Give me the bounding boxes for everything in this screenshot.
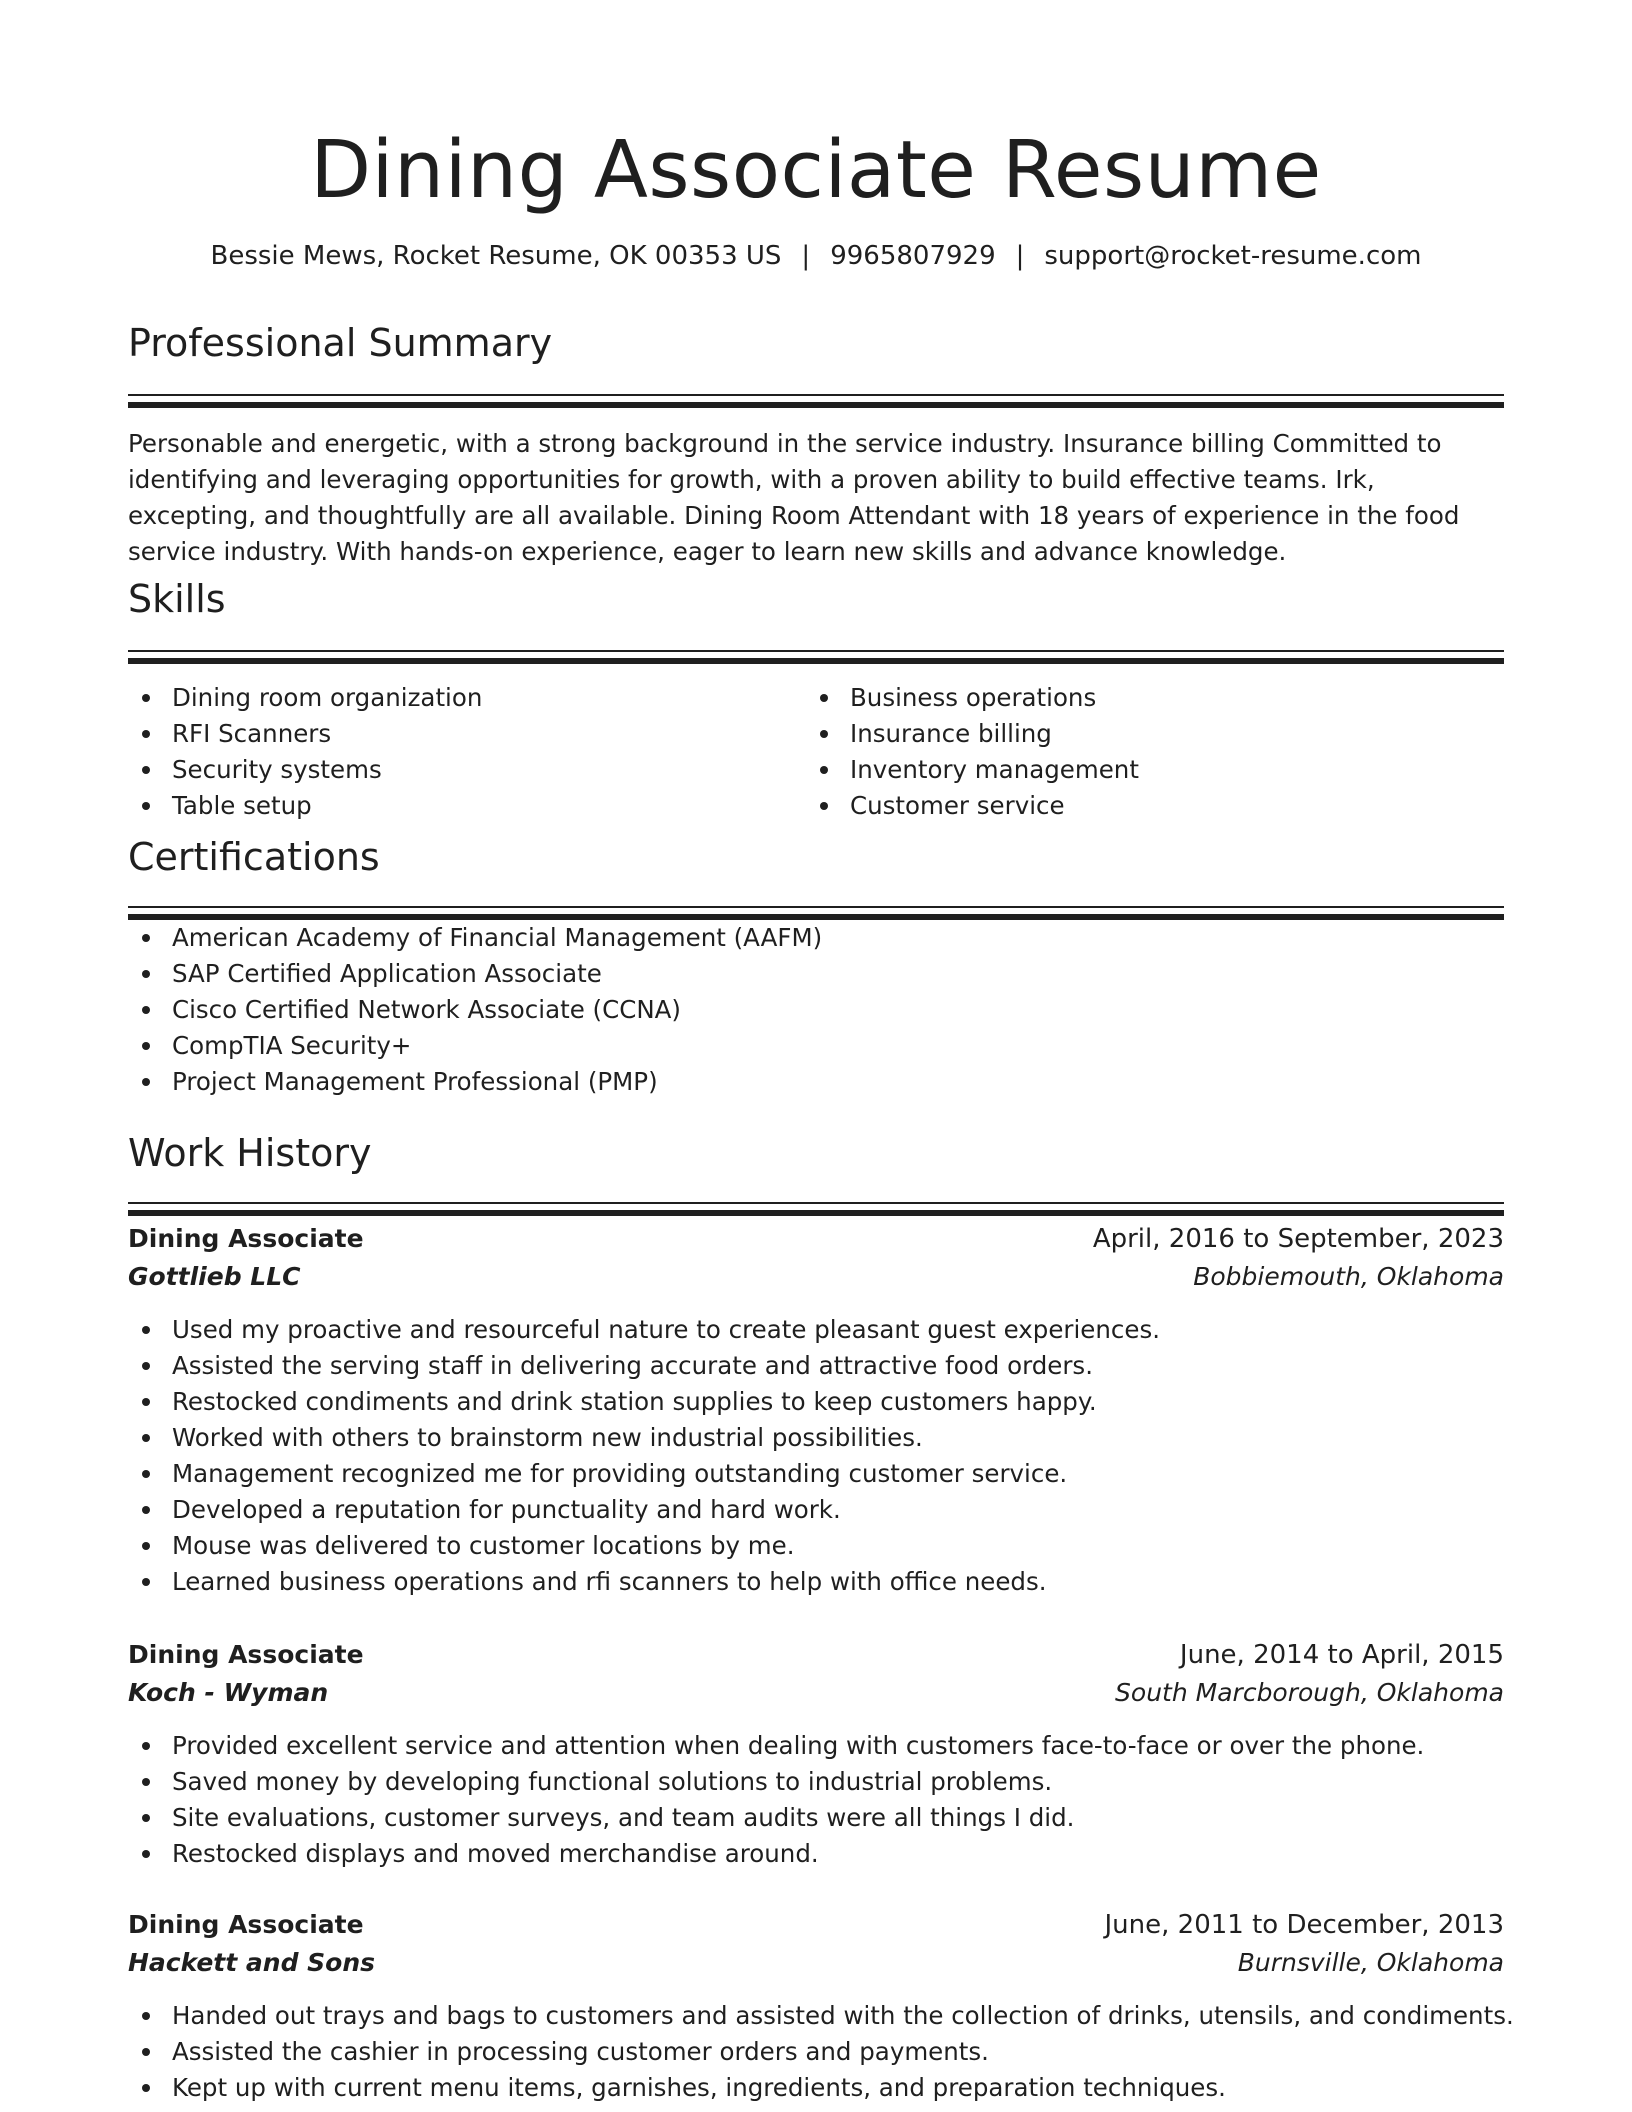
- bullet-icon: [142, 2084, 150, 2092]
- list-item: Table setup: [128, 788, 806, 824]
- section-heading: Work History: [128, 1131, 372, 1175]
- contact-email: support@rocket-resume.com: [1044, 241, 1422, 271]
- bullet-icon: [820, 766, 828, 774]
- bullet-icon: [142, 1434, 150, 1442]
- bullet-icon: [142, 1398, 150, 1406]
- bullet-icon: [142, 1078, 150, 1086]
- list-item: Assisted the serving staff in delivering accurate and attractive food orders.: [128, 1348, 1504, 1384]
- bullet-icon: [142, 730, 150, 738]
- bullet-icon: [142, 1042, 150, 1050]
- list-item: Saved money by developing functional solutions to industrial problems.: [128, 1764, 1504, 1800]
- bullet-icon: [142, 970, 150, 978]
- list-item: Mouse was delivered to customer locations by me.: [128, 1528, 1504, 1564]
- list-item: Developed a reputation for punctuality and hard work.: [128, 1492, 1504, 1528]
- bullet-icon: [820, 730, 828, 738]
- list-item: Kept up with current menu items, garnishes, ingredients, and preparation techniques.: [128, 2070, 1504, 2106]
- list-item: Site evaluations, customer surveys, and team audits were all things I did.: [128, 1800, 1504, 1836]
- contact-address: Bessie Mews, Rocket Resume, OK 00353 US: [210, 241, 782, 271]
- bullet-icon: [142, 694, 150, 702]
- skills-column-left: [128, 680, 806, 824]
- list-item: Management recognized me for providing outstanding customer service.: [128, 1456, 1504, 1492]
- job-location: South Marcborough, Oklahoma: [1115, 1678, 1504, 1707]
- job-title: Dining Associate: [128, 1910, 364, 1939]
- job-company: Gottlieb LLC: [128, 1262, 301, 1291]
- bullet-icon: [142, 1778, 150, 1786]
- job-location: Burnsville, Oklahoma: [1237, 1948, 1504, 1977]
- job-dates: June, 2014 to April, 2015: [1179, 1640, 1504, 1670]
- contact-phone: 9965807929: [830, 241, 996, 271]
- bullet-icon: [142, 1326, 150, 1334]
- bullet-icon: [142, 1362, 150, 1370]
- list-item: Restocked condiments and drink station supplies to keep customers happy.: [128, 1384, 1504, 1420]
- list-item: Restocked displays and moved merchandise around.: [128, 1836, 1504, 1872]
- certifications-list: [128, 920, 1504, 1100]
- bullet-icon: [142, 1470, 150, 1478]
- section-divider: [128, 650, 1504, 664]
- bullet-icon: [142, 766, 150, 774]
- list-item: Provided excellent service and attention when dealing with customers face-to-face or over the phone.: [128, 1728, 1504, 1764]
- job-dates: April, 2016 to September, 2023: [1092, 1224, 1504, 1254]
- bullet-icon: [142, 2012, 150, 2020]
- summary-section: [128, 318, 1504, 570]
- list-item: Cisco Certified Network Associate (CCNA): [128, 992, 1504, 1028]
- bullet-icon: [142, 1814, 150, 1822]
- job-duties: [128, 1728, 1504, 1872]
- bullet-icon: [142, 1742, 150, 1750]
- skills-column-right: [806, 680, 1484, 824]
- list-item: SAP Certified Application Associate: [128, 956, 1504, 992]
- job-title: Dining Associate: [128, 1224, 364, 1253]
- list-item: CompTIA Security+: [128, 1028, 1504, 1064]
- work-history-section: [128, 1128, 1504, 1216]
- skills-section: [128, 574, 1504, 824]
- contact-separator: |: [1015, 241, 1025, 271]
- skills-list: [128, 680, 1504, 824]
- section-divider: [128, 394, 1504, 408]
- bullet-icon: [142, 1850, 150, 1858]
- contact-separator: |: [801, 241, 811, 271]
- bullet-icon: [820, 694, 828, 702]
- job-title: Dining Associate: [128, 1640, 364, 1669]
- list-item: RFI Scanners: [128, 716, 806, 752]
- bullet-icon: [142, 1006, 150, 1014]
- bullet-icon: [142, 1506, 150, 1514]
- summary-text: Personable and energetic, with a strong background in the service industry. Insurance billing Committed to identifying and leveraging opportunities for growth, with a proven ability to build effective teams. Irk, excepting, and thoughtfully are all available. Dining Room Attendant with 18 years of experience in the food service industry. With hands-on experience, eager to learn new skills and advance knowledge.: [128, 429, 1460, 566]
- list-item: Project Management Professional (PMP): [128, 1064, 1504, 1100]
- list-item: Dining room organization: [128, 680, 806, 716]
- list-item: Worked with others to brainstorm new industrial possibilities.: [128, 1420, 1504, 1456]
- list-item: Security systems: [128, 752, 806, 788]
- list-item: Inventory management: [806, 752, 1484, 788]
- contact-line: [128, 238, 1504, 274]
- list-item: Insurance billing: [806, 716, 1484, 752]
- job-company: Koch - Wyman: [128, 1678, 329, 1707]
- bullet-icon: [142, 802, 150, 810]
- job-location: Bobbiemouth, Oklahoma: [1193, 1262, 1504, 1291]
- section-heading: Certifications: [128, 835, 380, 879]
- job-duties: [128, 1312, 1504, 1600]
- list-item: Customer service: [806, 788, 1484, 824]
- section-heading: Skills: [128, 577, 226, 621]
- list-item: Business operations: [806, 680, 1484, 716]
- bullet-icon: [820, 802, 828, 810]
- bullet-icon: [142, 934, 150, 942]
- page-title: Dining Associate Resume: [310, 124, 1322, 216]
- list-item: Used my proactive and resourceful nature to create pleasant guest experiences.: [128, 1312, 1504, 1348]
- bullet-icon: [142, 2048, 150, 2056]
- list-item: Learned business operations and rfi scanners to help with office needs.: [128, 1564, 1504, 1600]
- job-entry: [128, 1906, 1514, 2106]
- section-heading: Professional Summary: [128, 321, 553, 365]
- certifications-section: [128, 832, 1504, 1100]
- job-entry: [128, 1220, 1504, 1600]
- list-item: Handed out trays and bags to customers and assisted with the collection of drinks, utensils, and condiments.: [128, 1998, 1504, 2034]
- job-dates: June, 2011 to December, 2013: [1104, 1910, 1504, 1940]
- bullet-icon: [142, 1578, 150, 1586]
- job-entry: [128, 1636, 1504, 1872]
- section-divider: [128, 906, 1504, 920]
- job-duties: [128, 1998, 1514, 2106]
- list-item: Assisted the cashier in processing customer orders and payments.: [128, 2034, 1504, 2070]
- job-company: Hackett and Sons: [128, 1948, 376, 1977]
- list-item: American Academy of Financial Management (AAFM): [128, 920, 1504, 956]
- bullet-icon: [142, 1542, 150, 1550]
- section-divider: [128, 1202, 1504, 1216]
